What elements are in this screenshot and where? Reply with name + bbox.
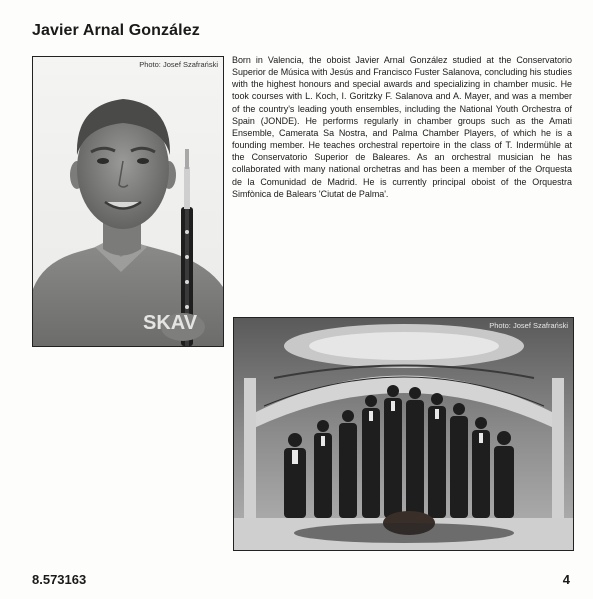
- portrait-illustration: [33, 57, 223, 346]
- photo-credit: Photo: Josef Szafrański: [489, 321, 568, 330]
- orchestra-photo: [233, 317, 574, 551]
- page-title: Javier Arnal González: [32, 22, 200, 39]
- portrait-photo: [32, 56, 224, 347]
- shirt-lettering: SKAV: [143, 312, 198, 334]
- biography-text: Born in Valencia, the oboist Javier Arnal González studied at the Conservatorio Superior de Música with Jesús and Francisco Fuster Salanova, concluding his studies with the highest honours and special awards and specializing in chamber music. He took courses with L. Koch, I. Goritzky F. Salanova and A. Mayer, and was a member of the country's leading youth ensembles, including the National Youth Orchestra of Spain (JONDE). He performs regularly in chamber groups such as the Amati Ensemble, Camerata Sa Nostra, and Palma Chamber Players, of which he is a founding member. He teaches orchestral repertoire in the class of T. Indermühle at the Conservatorio Superior de Baleares. As an orchestral musician he has collaborated with many national orchetras and has been a member of the Orquesta de la Comunidad de Madrid. He is currently principal oboist of the Orquestra Simfònica de Balears 'Ciutat de Palma'.: [232, 55, 572, 199]
- page-number: 4: [562, 572, 570, 587]
- photo-credit: Photo: Josef Szafrański: [139, 60, 218, 69]
- catalogue-number: 8.573163: [32, 572, 87, 587]
- orchestra-illustration: [234, 318, 573, 550]
